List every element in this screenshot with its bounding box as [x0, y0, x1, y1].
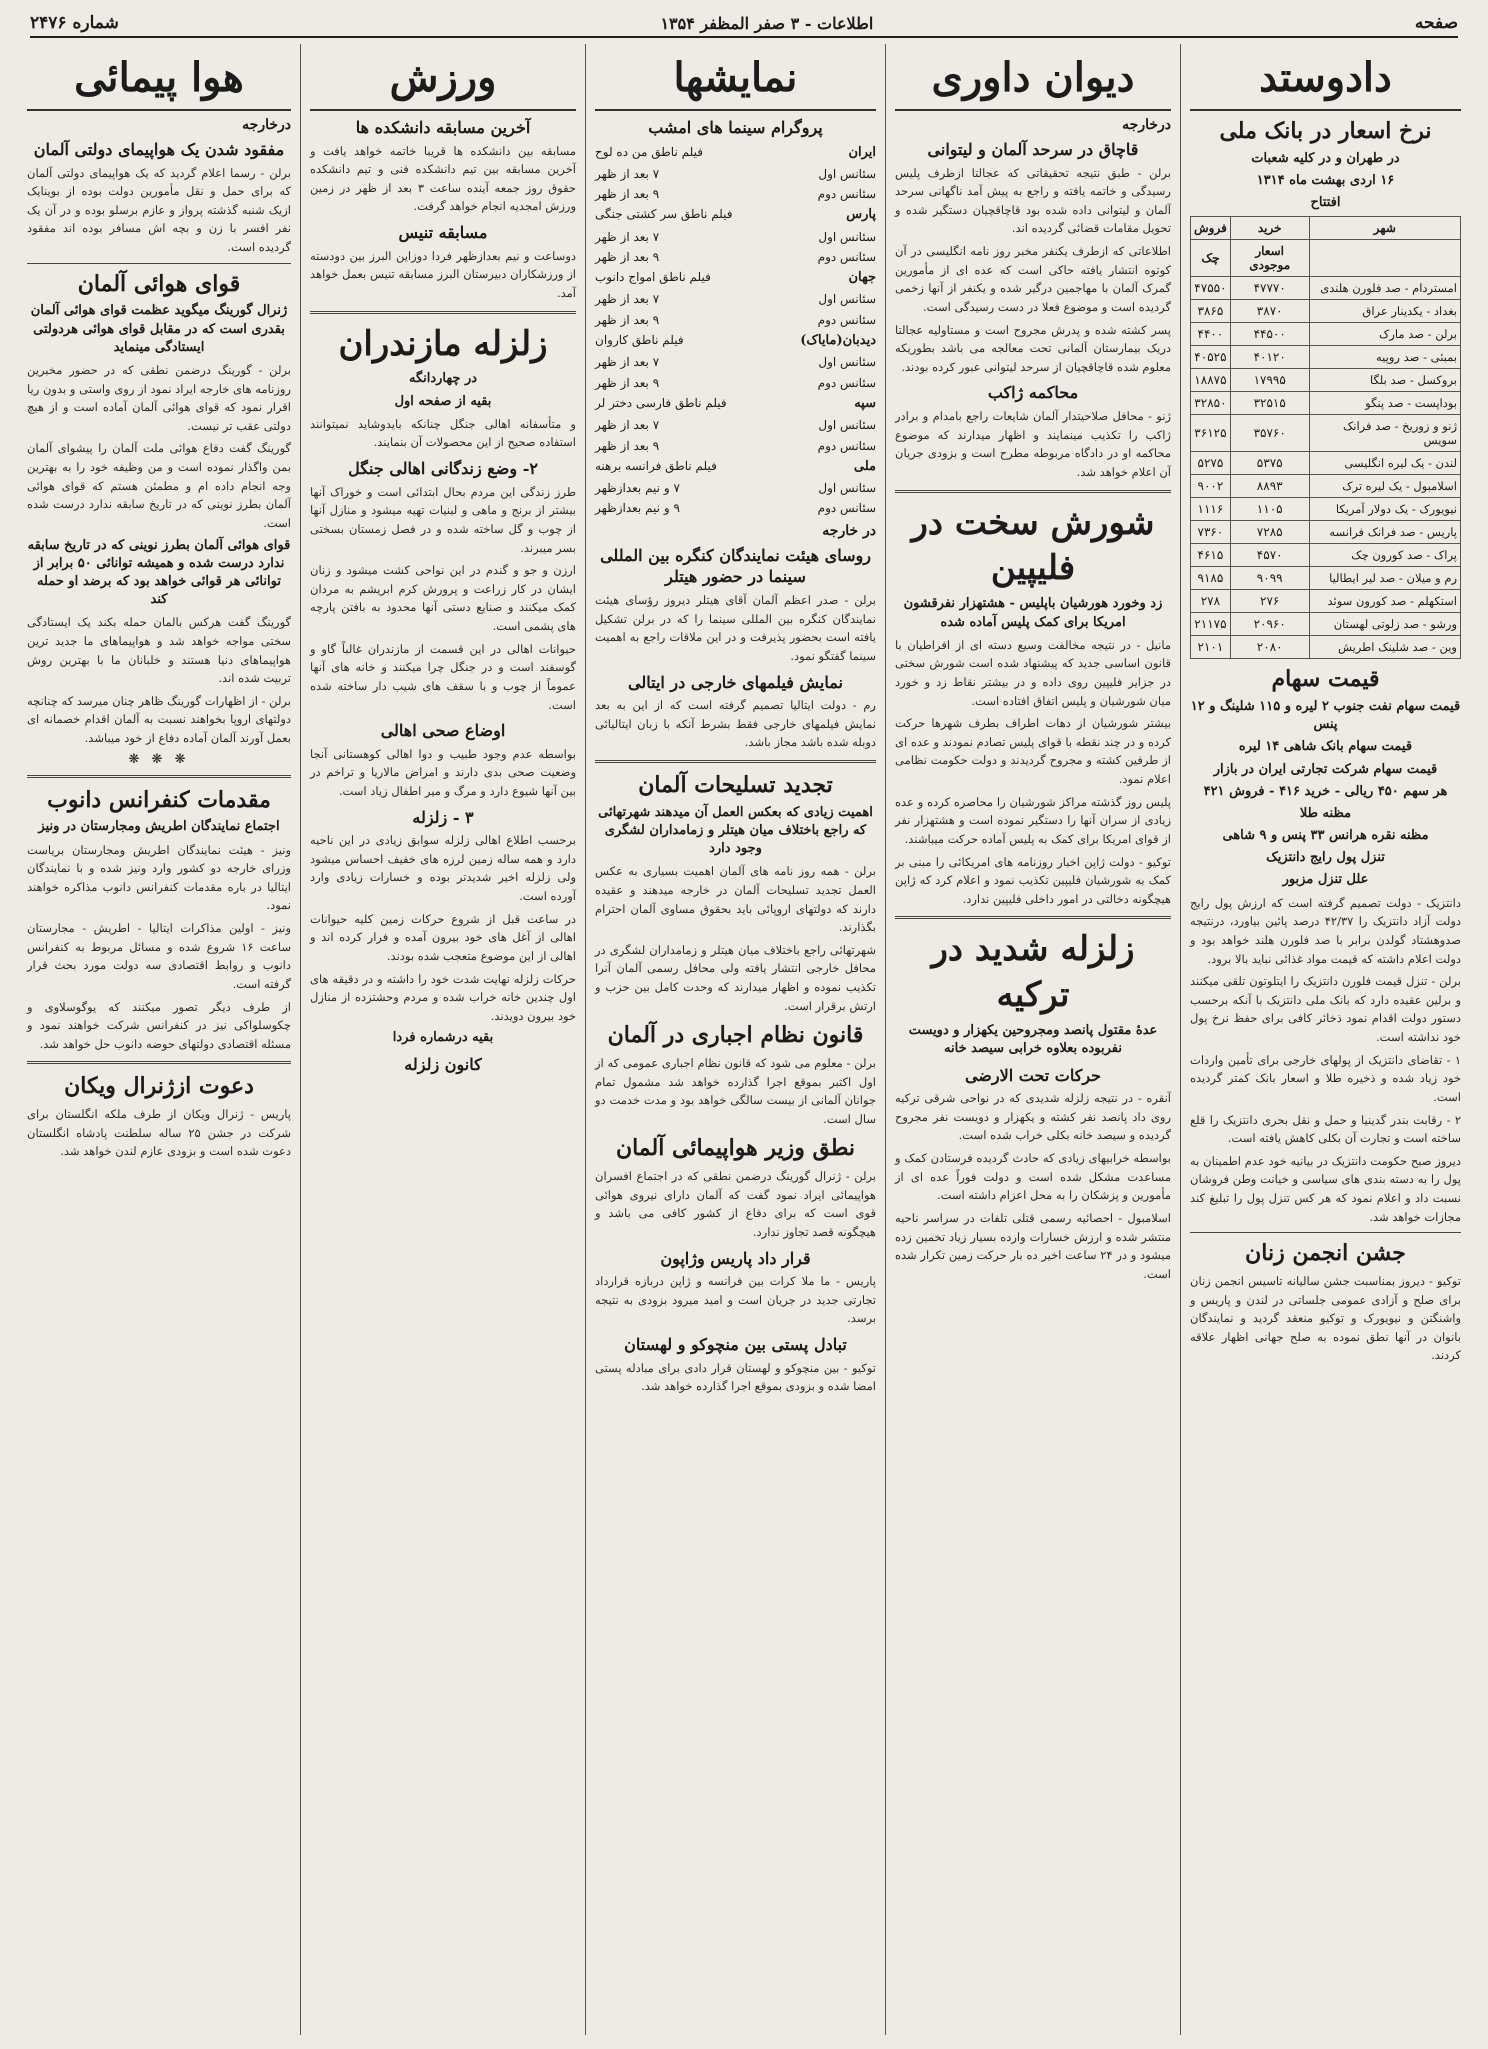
- rates-cell-buy: ۳۲۵۱۵: [1230, 392, 1309, 415]
- cinema-film: فیلم ناطق کاروان: [595, 333, 684, 348]
- rates-cell-buy: ۷۲۸۵: [1230, 521, 1309, 544]
- session-time: ۹ بعد از ظهر: [595, 438, 660, 453]
- article-paragraph: حیوانات اهالی در این قسمت از مازندران غالباً گاو و گوسفند است و در جنگل چرا میکنند و خانه های آنها عموماً از چوب و با سقف های شیب دار ساخته شده است.: [310, 641, 576, 712]
- rates-cell-sell: ۱۱۱۶: [1191, 498, 1231, 521]
- rates-cell-buy: ۴۰۱۲۰: [1230, 346, 1309, 369]
- rates-open: افتتاح: [1310, 195, 1341, 211]
- page-label: صفحه: [1414, 13, 1458, 33]
- rates-col-city: شهر: [1309, 217, 1460, 240]
- kicker-abroad: درخارجه: [242, 117, 291, 133]
- article-paragraph: توکیو - بین منچوکو و لهستان قرار دادی برای مبادله پستی امضا شده و بزودی بموقع اجرا گذارده خواهد شد.: [595, 1360, 876, 1394]
- cinema-entry: [595, 204, 876, 267]
- headline-philippines: شورش سخت در فلیپین: [911, 502, 1155, 589]
- headline-turkey-quake: زلزله شدید در ترکیه: [931, 929, 1135, 1016]
- article-paragraph: پلیس روز گذشته مراکز شورشیان را محاصره کرده و عده زیادی از سران آنها را دستگیر نموده است و هشتهزار نفر از قوای امریکا برای کمک به پلیس آماده حرکت میباشند.: [895, 794, 1171, 846]
- article-paragraph: توکیو - دیروز بمناسبت جشن سالیانه تاسیس انجمن زنان برای صلح و آزادی عمومی جلساتی در لندن و پاریس و واشنگتن و نیویورک و توکیو منعقد گردید و نمایندگان بانوان در آنها نطق نموده به صلح جهانی اظهار علاقه کردند.: [1190, 1273, 1461, 1363]
- session-label: سئانس اول: [818, 166, 876, 181]
- cinema-entry: [595, 456, 876, 519]
- session-time: ۷ بعد از ظهر: [595, 292, 660, 307]
- masthead: [30, 10, 1458, 38]
- cinema-program-heading: پروگرام سینما های امشب: [648, 118, 823, 137]
- shares-heading: قیمت سهام: [1271, 666, 1380, 693]
- rates-cell-city: پراک - صد کورون چک: [1309, 544, 1460, 567]
- kicker-health: اوضاع صحی اهالی: [380, 721, 506, 741]
- shares-list: [1190, 698, 1461, 890]
- article-paragraph: آنقره - در نتیجه زلزله شدیدی که در نواحی شرقی ترکیه روی داد پانصد نفر کشته و یکهزار و دویست نفر مجروح گردیده و سیصد خانه بکلی خراب شده است.: [895, 1091, 1171, 1143]
- rates-row: [1191, 452, 1461, 475]
- session-label: سئانس اول: [818, 418, 876, 433]
- subheadline-air-force: ژنرال گورینگ میگوید عظمت قوای هوائی آلمان بقدری است که در مقابل قوای هوائی هردولتی ایستادگی مینماید: [30, 303, 288, 355]
- session-time: ۹ بعد از ظهر: [595, 375, 660, 390]
- rates-subcol-city: [1309, 240, 1460, 277]
- rates-cell-sell: ۴۴۰۰: [1191, 323, 1231, 346]
- bold-quote: قوای هوائی آلمان بطرز نوینی که در تاریخ سابقه ندارد درست شده و همیشه توانائی ۵۰ برابر از توانائی هر قوائی خواهد بود که برضد او حمله کند: [27, 537, 291, 608]
- article-paragraph: دوساعت و نیم بعدازظهر فردا دوزاین البرز بین دودسته از ورزشکاران دبیرستان البرز مسابقه تنیس بعمل خواهد آمد.: [310, 248, 576, 300]
- divider: [27, 775, 291, 778]
- kicker-earthquake: ۳ - زلزله: [412, 807, 474, 827]
- article-paragraph: گورینگ گفت هرکس بالمان حمله بکند یک ایستادگی سختی مواجه خواهد شد و هواپیماهای ما جدید ترین هواپیماهای دنیا هستند و خلبانان ما با بهترین روش تربیت شده اند.: [27, 615, 291, 686]
- rates-date: ۱۶ اردی بهشت ماه ۱۳۱۴: [1256, 172, 1395, 188]
- article-paragraph: پاریس - ما ملا کرات بین فرانسه و ژاپن دربازه قرارداد تجارتی جدید در جریان است و امید میرود بزودی به نتیجه برسد.: [595, 1274, 876, 1326]
- rates-cell-sell: ۳۲۸۵۰: [1191, 392, 1231, 415]
- rates-cell-city: ورشو - صد زلوتی لهستان: [1309, 613, 1460, 636]
- rates-subcol-buy: اسعار موجودی: [1230, 240, 1309, 277]
- rates-cell-city: بغداد - یکدینار عراق: [1309, 300, 1460, 323]
- article-paragraph: در ساعت قبل از شروع حرکات زمین کلیه حیوانات اهالی از آغل های خود بیرون آمده و فرار کرده اند و اهالی از این موضوع متعجب شده بودند.: [310, 911, 576, 963]
- rates-cell-buy: ۴۷۷۷۰: [1230, 277, 1309, 300]
- rates-row: [1191, 300, 1461, 323]
- session-time: ۹ بعد از ظهر: [595, 312, 660, 327]
- article-paragraph: برلن - ژنرال گورینگ درضمن نطقی که در اجتماع افسران هواپیمائی ایراد نمود گفت که آلمان دارای نیروی هوائی قوی است که برای دفاع از کشور کافی می باشد و هیچگونه قصد تجاوز ندارد.: [595, 1169, 876, 1239]
- headline-conscription: قانون نظام اجباری در آلمان: [607, 1022, 864, 1049]
- headline-danube-conference: مقدمات کنفرانس دانوب: [47, 786, 271, 813]
- headline-jacob-trial: محاکمه ژاکب: [987, 383, 1079, 403]
- columns: [18, 44, 1470, 2035]
- article-paragraph: برلن - معلوم می شود که قانون نظام اجباری عمومی که از اول اکتبر بموقع اجرا گذارده خواهد شد مشمول تمام جوانان آلمانی از بیست سالگی خواهد بود و مدت خدمت دو سال است.: [595, 1055, 876, 1126]
- rates-cell-city: رم و میلان - صد لیر ایطالیا: [1309, 567, 1460, 590]
- session-time: ۷ بعد از ظهر: [595, 229, 660, 244]
- article-paragraph: پسر کشته شده و پدرش مجروح است و مستاولیه عجالتا دریک بیمارستان آلمانی تحت معالجه می باشد بطوریکه معلوم شده قاچاقچیان از سرحد لیتوانی عبور کرده بودند.: [895, 322, 1171, 374]
- session-label: سئانس دوم: [817, 501, 876, 516]
- headline-college-match: آخرین مسابقه دانشکده ها: [355, 118, 531, 137]
- column-trade: [1180, 44, 1470, 2035]
- session-time: ۹ و نیم بعدازظهر: [595, 501, 680, 516]
- headline-rearmament: تجدید تسلیحات آلمان: [638, 772, 833, 798]
- headline-italy-films: نمایش فیلمهای خارجی در ایتالی: [628, 672, 843, 692]
- article-paragraph: ارزن و جو و گندم در این نواحی کشت میشود و زنان ایشان در کار زراعت و پرورش کرم ابریشم به مردان کمک میکنند و صنایع دستی آنها محدود به بافتن پارچه های پشمی است.: [310, 563, 576, 634]
- subheadline-mazandaran: در چهاردانگه: [408, 371, 478, 387]
- rates-cell-city: بوداپست - صد پنگو: [1309, 392, 1460, 415]
- kicker-abroad: در خارجه: [822, 522, 876, 539]
- rates-cell-sell: ۷۳۶۰: [1191, 521, 1231, 544]
- rates-cell-buy: ۱۱۰۵: [1230, 498, 1309, 521]
- rates-cell-sell: ۲۷۸: [1191, 590, 1231, 613]
- article-paragraph: از طرف دیگر تصور میکنند که یوگوسلاوی و چکوسلواکی نیز در کنفرانس شرکت خواهند نمود و مسئله اقتصادی دولتهای حوضه دانوب حل خواهد شد.: [27, 999, 291, 1051]
- rates-cell-buy: ۵۳۷۵: [1230, 452, 1309, 475]
- article-paragraph: شهرتهائی راجع باختلاف میان هیتلر و زمامداران لشگری در محافل خارجی انتشار یافته ولی محافل رسمی آلمان آنرا تکذیب نموده و اظهار میدارند که وحدت کامل بین حزب و ارتش برقرار است.: [595, 942, 876, 1013]
- rates-cell-sell: ۱۸۸۷۵: [1191, 369, 1231, 392]
- article-paragraph: رم - دولت ایتالیا تصمیم گرفته است که از این به بعد نمایش فیلمهای خارجی فقط بشرط آنکه با زبان ایتالیائی دوبله شده باشد مجاز باشد.: [595, 698, 876, 750]
- divider: [27, 1061, 291, 1064]
- cinema-name: پارس: [846, 207, 876, 223]
- rates-cell-buy: ۲۰۹۶۰: [1230, 613, 1309, 636]
- session-time: ۷ بعد از ظهر: [595, 166, 660, 181]
- article-paragraph: بواسطه عدم وجود طبیب و دوا اهالی کوهستانی آنجا وضعیت صحی بدی دارند و امراض مالاریا و تراخم در بین آنها شیوع دارد و مرگ و میر اطفال زیاد است.: [310, 746, 576, 799]
- rates-row: [1191, 590, 1461, 613]
- subheadline-danube: اجتماع نمایندگان اطریش ومجارستان در ونیز: [38, 819, 280, 835]
- article-paragraph: برلن - گورینگ درضمن نطقی که در حضور مخبرین روزنامه های خارجه ایراد نمود از روی واستی و بدون ریا اقرار نمود که قوای هوائی آلمان آماده است و از هیچ دولتی عقب تر نیست.: [27, 362, 291, 433]
- rates-row: [1191, 277, 1461, 300]
- article-paragraph: حرکات زلزله نهایت شدت خود را داشته و در دقیقه های اول چندین خانه خراب شده و مردم وحشتزده از منازل خود بیرون دویدند.: [310, 971, 576, 1023]
- rates-cell-city: بمبئی - صد روپیه: [1309, 346, 1460, 369]
- cinema-film: فیلم ناطق فرانسه برهنه: [595, 458, 717, 473]
- rates-cell-buy: ۸۸۹۳: [1230, 475, 1309, 498]
- headline-smuggling: قاچاق در سرحد آلمان و لیتوانی: [927, 140, 1139, 159]
- column-shows: [585, 44, 885, 2035]
- share-price-line: مظنه طلا: [1299, 805, 1352, 821]
- cinema-entry: [595, 142, 876, 205]
- article-paragraph: برحسب اطلاع اهالی زلزله سوابق زیادی در این ناحیه دارد و همه ساله زمین لرزه های خفیف احساس میشود ولی زلزله اخیر شدیدتر بوده و خسارات زیادی وارد آورده است.: [310, 833, 576, 904]
- headline-cinema-congress: روسای هیئت نمایندگان کنگره بین المللی سینما در حضور هیتلر: [600, 545, 871, 587]
- article-paragraph: طرز زندگی این مردم بحال ابتدائی است و خوراک آنها بیشتر از برنج و ماهی و لبنیات تهیه میشود و منازل آنها از چوب و گل ساخته شده و در فصل زمستان بسختی بسر میبرند.: [310, 484, 576, 555]
- divider: [310, 311, 576, 314]
- cinema-entry: [595, 393, 876, 456]
- rates-cell-sell: ۲۱۰۱: [1191, 636, 1231, 659]
- share-price-line: مظنه نقره هرانس ۳۳ پنس و ۹ شاهی: [1222, 828, 1429, 844]
- column-sports: [300, 44, 585, 2035]
- session-label: سئانس دوم: [817, 375, 876, 390]
- rates-row: [1191, 636, 1461, 659]
- rates-row: [1191, 415, 1461, 452]
- headline-mazandaran-quake: زلزله مازندران: [338, 323, 548, 364]
- divider: [27, 263, 291, 264]
- rates-cell-sell: ۳۶۱۲۵: [1191, 415, 1231, 452]
- headline-weygand-invite: دعوت ازژنرال ویکان: [64, 1073, 254, 1100]
- divider: [595, 760, 876, 763]
- article-paragraph: ونیز - اولین مذاکرات ایتالیا - اطریش - مجارستان ساعت ۱۶ شروع شده و مسائل مربوط به کنفرانس دانوب و روابط اقتصادی سه دولت مورد بحث قرار گرفته است.: [27, 921, 292, 991]
- share-price-line: تنزل پول رایج دانتزیک: [1266, 850, 1385, 866]
- headline-aviation-speech: نطق وزیر هواپیمائی آلمان: [615, 1135, 856, 1162]
- article-paragraph: بیشتر شورشیان از دهات اطراف بطرف شهرها حرکت کرده و در چند نقطه با قوای پلیس تصادم نمودند و عده ای از طرفین کشته و مجروح گردیدند و دولت حکومت نظامی اعلام نمود.: [895, 716, 1171, 787]
- rates-cell-buy: ۲۰۸۰: [1230, 636, 1309, 659]
- rates-row: [1191, 613, 1461, 636]
- rates-heading: نرخ اسعار در بانک ملی: [1219, 118, 1432, 144]
- article-paragraph: برلن - رسما اعلام گردید که یک هواپیمای دولتی آلمان که برای حمل و نقل مأمورین دولت بوده از بوینایک ازیک شنبه گذشته پرواز و عازم برسلو بوده و در آن یک نفر افسر با زن و بچه اش مسافر بوده اند مفقود گردیده است.: [27, 165, 291, 255]
- session-label: سئانس دوم: [817, 187, 876, 202]
- rates-cell-buy: ۴۴۵۰۰: [1230, 323, 1309, 346]
- rates-body: [1191, 277, 1461, 659]
- rates-row: [1191, 521, 1461, 544]
- section-title-aviation: هوا پیمائی: [27, 50, 291, 111]
- issue-number: شماره ۲۴۷۶: [30, 13, 119, 33]
- rates-cell-buy: ۴۵۷۰: [1230, 544, 1309, 567]
- rates-subheading: در طهران و در کلیه شعبات: [1251, 150, 1400, 166]
- rates-cell-buy: ۳۸۷۰: [1230, 300, 1309, 323]
- rates-cell-sell: ۴۷۵۵۰: [1191, 277, 1231, 300]
- rates-cell-sell: ۹۰۰۲: [1191, 475, 1231, 498]
- headline-paris-japan: قرار داد پاریس وژاپون: [660, 1248, 811, 1268]
- continued-note: بقیه از صفحه اول: [394, 393, 492, 409]
- session-time: ۷ بعد از ظهر: [595, 355, 660, 370]
- cinema-name: جهان: [848, 270, 876, 286]
- article-paragraph: ۲ - رقابت بندر گدینیا و حمل و نقل بحری دانتزیک را قلع ساخته است و تجارت آن بکلی کاهش یافته است.: [1190, 1112, 1461, 1146]
- share-price-line: قیمت سهام نفت جنوب ۲ لیره و ۱۱۵ شلینگ و ۱۲ پنس: [1190, 698, 1461, 733]
- rates-row: [1191, 567, 1461, 590]
- subheadline-turkey-quake: عدهٔ مقتول پانصد ومجروحین یکهزار و دویست نفربوده بعلاوه خرابی سیصد خانه: [908, 1023, 1158, 1057]
- article-paragraph: و متأسفانه اهالی جنگل چنانکه بایدوشاید نمیتوانند استفاده صحیح از این محصولات آن بنمایند.: [310, 416, 576, 450]
- rates-row: [1191, 544, 1461, 567]
- cinema-film: فیلم ناطق امواج دانوب: [595, 270, 711, 285]
- rates-cell-city: برلن - صد مارک: [1309, 323, 1460, 346]
- divider: [895, 916, 1171, 919]
- article-paragraph: ۱ - تقاضای دانتزیک از پولهای خارجی برای تأمین واردات خود زیاد شده و ذخیره طلا و اسعار بانک کمتر گردیده است.: [1190, 1052, 1461, 1104]
- rates-cell-sell: ۹۱۸۵: [1191, 567, 1231, 590]
- share-price-line: قیمت سهام شرکت تجارتی ایران در بازار: [1213, 761, 1438, 777]
- rates-row: [1191, 475, 1461, 498]
- session-label: سئانس اول: [818, 229, 876, 244]
- cinema-entry: [595, 330, 876, 393]
- continued-tomorrow: بقیه درشماره فردا: [392, 1030, 494, 1046]
- rates-cell-sell: ۲۱۱۷۵: [1191, 613, 1231, 636]
- cinema-name: ملی: [853, 458, 876, 474]
- rates-cell-city: وین - صد شلینک اطریش: [1309, 636, 1460, 659]
- rates-row: [1191, 392, 1461, 415]
- session-label: سئانس اول: [818, 481, 876, 496]
- article-paragraph: بواسطه خرابیهای زیادی که حادث گردیده فرستادن کمک و مساعدت مشکل شده است و دولت فوراً عده ای از مأمورین و پزشکان را به محل اعزام داشته است.: [895, 1151, 1171, 1203]
- section-title-sports: ورزش: [310, 50, 576, 111]
- article-paragraph: برلن - از اظهارات گورینگ ظاهر چنان میرسد که چنانچه دولتهای اروپا بخواهند نسبت به آلمان اقدام خصمانه ای بعمل آورند آلمان آماده دفاع از خود میباشد.: [27, 693, 291, 746]
- rates-cell-sell: ۴۰۵۲۵: [1191, 346, 1231, 369]
- kicker-abroad: درخارجه: [1122, 117, 1171, 133]
- cinema-name: سپه: [854, 396, 876, 412]
- session-time: ۷ و نیم بعدازظهر: [595, 481, 680, 496]
- article-paragraph: توکیو - دولت ژاپن اخبار روزنامه های امریکائی را مبنی بر کمک به شورشیان فلیپین تکذیب نمود و اعلام کرد که ژاپن هیچگونه دخالتی در امور داخلی فلیپین ندارد.: [895, 854, 1171, 906]
- kicker-epicenter: کانون زلزله: [404, 1054, 482, 1074]
- rates-cell-buy: ۳۵۷۶۰: [1230, 415, 1309, 452]
- rates-table: [1190, 216, 1461, 659]
- rates-cell-sell: ۴۶۱۵: [1191, 544, 1231, 567]
- cinema-name: ایران: [848, 144, 876, 160]
- section-title-shows: نمایشها: [595, 50, 876, 111]
- article-paragraph: ونیز - هیئت نمایندگان اطریش ومجارستان بریاست وزرای خارجه دو کشور وارد ونیز شده و با نمایندگان ایتالیا در باره مقدمات کنفرانس دانوب مذاکره خواهند نمود.: [27, 842, 291, 913]
- divider: [1190, 1232, 1461, 1233]
- rates-row: [1191, 323, 1461, 346]
- cinema-film: فیلم ناطق سر کشتی جنگی: [595, 207, 733, 222]
- section-title-trade: دادوستد: [1190, 50, 1461, 111]
- rates-cell-buy: ۹۰۹۹: [1230, 567, 1309, 590]
- column-aviation: [18, 44, 300, 2035]
- rates-cell-city: امستردام - صد فلورن هلندی: [1309, 277, 1460, 300]
- article-paragraph: اطلاعاتی که ازطرف یکنفر مخبر روز نامه انگلیسی در آن کوتوه انتشار یافته حاکی است که عده ای از مأمورین گمرک آلمان با مهاجمین درگیر شده و یکنفر از آنها زخمی گردیده است و موضوع فعلا در دست رسیدگی است.: [895, 244, 1171, 314]
- kicker-tremors: حرکات تحت الارضی: [964, 1065, 1102, 1085]
- article-paragraph: برلن - تنزل قیمت فلورن دانتزیک را ایتلوتون تلقی میکنند و برلین عقیده دارد که بانک ملی دانتزیک با آنکه برحسب دستور دولت اقدام نمود ذخائر کافی برای حفظ نرخ پول خود نداشته است.: [1190, 974, 1461, 1044]
- session-label: سئانس دوم: [817, 438, 876, 453]
- column-court: [885, 44, 1180, 2035]
- issue-date: اطلاعات - ۳ صفر المظفر ۱۳۵۴: [660, 13, 874, 33]
- article-paragraph: گورینگ گفت دفاع هوائی ملت آلمان را پیشوای آلمان بمن واگذار نموده است و من وظیفه خود را به بهترین وجه انجام داده ام و مطمئن هستم که قوای هوائی آلمان بطرز نوینی که در تاریخ سابقه ندارد درست شده است.: [27, 441, 291, 530]
- rates-cell-city: لندن - یک لیره انگلیسی: [1309, 452, 1460, 475]
- divider: [895, 490, 1171, 493]
- ornament-stars: ❋ ❋ ❋: [128, 751, 190, 767]
- rates-cell-sell: ۳۸۶۵: [1191, 300, 1231, 323]
- rates-col-buy: خرید: [1230, 217, 1309, 240]
- session-time: ۹ بعد از ظهر: [595, 187, 660, 202]
- article-paragraph: دیروز صبح حکومت دانتزیک در بیانیه خود عدم اطمینان به پول را به دسته بندی های سیاسی و خیانت وطن فروشان نسبت داد و اعلام نمود که هر کس تنزل پول را تبلیغ کند مجازات خواهد شد.: [1190, 1153, 1461, 1224]
- kicker-forest-life: ۲- وضع زندگانی اهالی جنگل: [348, 459, 538, 479]
- headline-postal-exchange: تبادل پستی بین منچوکو و لهستان: [624, 1335, 847, 1355]
- headline-women-assoc: جشن انجمن زنان: [1245, 1240, 1406, 1267]
- cinema-film: فیلم ناطق من ده لوح: [595, 144, 703, 159]
- rates-row: [1191, 369, 1461, 392]
- rates-cell-city: اسلامبول - یک لیره ترک: [1309, 475, 1460, 498]
- rates-cell-buy: ۱۷۹۹۵: [1230, 369, 1309, 392]
- share-price-line: هر سهم ۴۵۰ ریالی - خرید ۴۱۶ - فروش ۴۲۱: [1203, 783, 1448, 799]
- subheadline-philippines: زد وخورد هورشیان باپلیس - هشتهزار نفرقشون امریکا برای کمک پلیس آماده شده: [903, 596, 1163, 630]
- headline-missing-plane: مفقود شدن یک هواپیمای دولتی آلمان: [33, 140, 285, 159]
- session-label: سئانس اول: [818, 355, 876, 370]
- cinema-name: دیدبان(مایاک): [800, 333, 876, 349]
- article-paragraph: برلن - صدر اعظم آلمان آقای هیتلر دیروز رؤسای هیئت نمایندگان کنگره بین المللی سینما را که در برلن تشکیل یافته است بحضور پذیرفت و در این ملاقات راجع به اهمیت سینما گفتگو نمود.: [595, 593, 876, 663]
- session-label: سئانس دوم: [817, 312, 876, 327]
- article-paragraph: مسابقه بین دانشکده ها قریبا خاتمه خواهد یافت و آخرین مسابقه بین تیم دانشکده فنی و تیم دانشکده حقوق روز جمعه آینده ساعت ۳ بعد از ظهر در زمین ورزش امجدیه انجام خواهد گرفت.: [310, 143, 576, 214]
- article-paragraph: ژنو - محافل صلاحیتدار آلمان شایعات راجع بامدام و برادر ژاکب را تکذیب مینمایند و اظهار میدارند که موضوع محاکمه او در دادگاه مربوطه مطرح است و بزودی جریان آن اعلام خواهد شد.: [895, 409, 1171, 479]
- session-label: سئانس اول: [818, 292, 876, 307]
- cinema-program: [595, 142, 876, 519]
- share-price-line: علل تنزل مزبور: [1282, 872, 1369, 888]
- article-paragraph: پاریس - ژنرال ویکان از طرف ملکه انگلستان برای شرکت در جشن ۲۵ ساله سلطنت پادشاه انگلستان دعوت شده است و بزودی عازم لندن خواهد شد.: [27, 1107, 291, 1159]
- rates-cell-city: ژنو و زوریخ - صد فرانک سویس: [1309, 415, 1460, 452]
- headline-tennis: مسابقه تنیس: [398, 223, 488, 243]
- share-price-line: قیمت سهام بانک شاهی ۱۴ لیره: [1238, 739, 1413, 755]
- session-time: ۷ بعد از ظهر: [595, 418, 660, 433]
- cinema-entry: [595, 267, 876, 330]
- article-paragraph: اسلامبول - احصائیه رسمی قتلی تلفات در سراسر ناحیه منتشر شده و ارزش خسارات وارده بسیار زیاد تخمین زده میشود و در ۲۴ ساعت اخیر ده بار حرکت زمین تکرار شده است.: [895, 1210, 1171, 1281]
- rates-cell-city: استکهلم - صد کورون سوئد: [1309, 590, 1460, 613]
- rates-cell-buy: ۲۷۶: [1230, 590, 1309, 613]
- rates-cell-sell: ۵۲۷۵: [1191, 452, 1231, 475]
- subheadline-rearmament: اهمیت زیادی که بعکس العمل آن میدهند شهرتهائی که راجع باختلاف میان هیتلر و زمامداران لشگری وجود دارد: [598, 804, 873, 857]
- article-paragraph: مانیل - در نتیجه مخالفت وسیع دسته ای از افراطیان با قانون اساسی جدید که پیشنهاد شده است شورش سختی در جزایر فلیپین روی داده و در بیشتر نقاط زد و خورد میان شورشیان و پلیس اتفاق افتاده است.: [895, 637, 1171, 708]
- rates-col-sell: فروش: [1191, 217, 1231, 240]
- headline-air-force: قوای هوائی آلمان: [77, 270, 241, 297]
- section-title-court: دیوان داوری: [895, 50, 1171, 111]
- article-paragraph: برلن - طبق نتیجه تحقیقاتی که عجالتا ازطرف پلیس رسیدگی و خاتمه یافته و راجع به پیش آمد ناگهانی سرحد آلمان و لیتوانی داده شده بود قاچاقچیان دستگیر شده و تحویل مقامات قضائی گردیده اند.: [895, 165, 1171, 236]
- article-paragraph: برلن - همه روز نامه های آلمان اهمیت بسیاری به عکس العمل تجدید تسلیحات آلمان در خارجه میدهند و عقیده دارند که دولتهای اروپائی باید بحقوق مساوی آلمان احترام بگذارند.: [595, 864, 876, 935]
- session-time: ۹ بعد از ظهر: [595, 249, 660, 264]
- rates-cell-city: بروکسل - صد بلگا: [1309, 369, 1460, 392]
- rates-cell-city: پاریس - صد فرانک فرانسه: [1309, 521, 1460, 544]
- rates-row: [1191, 346, 1461, 369]
- session-label: سئانس دوم: [817, 249, 876, 264]
- cinema-film: فیلم ناطق فارسی دختر لر: [595, 396, 727, 411]
- rates-cell-city: نیویورک - یک دولار آمریکا: [1309, 498, 1460, 521]
- article-paragraph: دانتزیک - دولت تصمیم گرفته است که ارزش پول رایج دولت آزاد دانتزیک را ۴۲/۳۷ درصد پائین بیاورد، درنتیجه صدوهشتاد گولدن برابر با صد فلورن هلند خواهد بود و دولت اعلام داشته که قیمت مواد غذائی نباید بالا برود.: [1190, 895, 1462, 966]
- rates-subcol-sell: چک: [1191, 240, 1231, 277]
- rates-row: [1191, 498, 1461, 521]
